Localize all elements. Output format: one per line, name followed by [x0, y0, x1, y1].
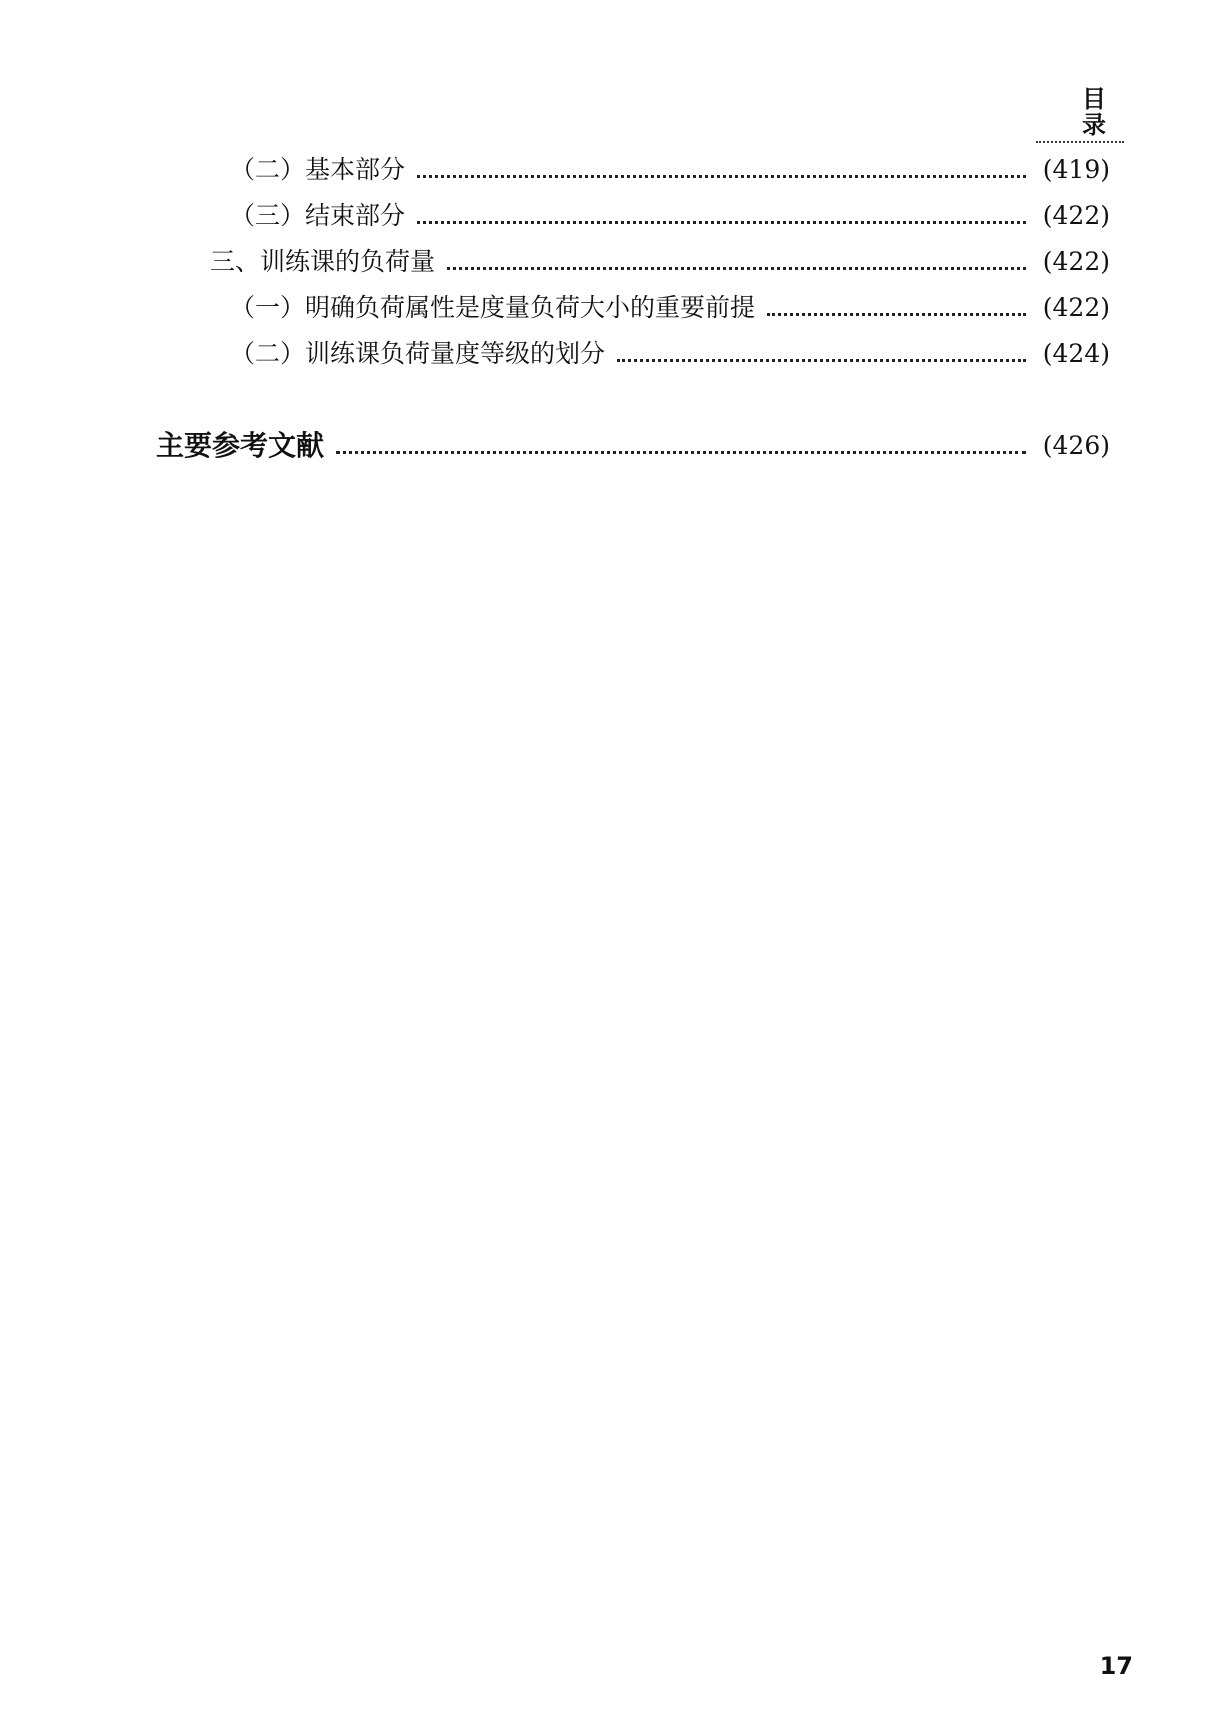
- toc-entry[interactable]: [230, 288, 1110, 328]
- toc-leader: [767, 313, 1026, 316]
- toc-entry[interactable]: [210, 242, 1110, 282]
- running-head-rule: [1036, 141, 1124, 145]
- toc-entry-page: (424): [1042, 339, 1110, 368]
- running-head: [1024, 86, 1124, 145]
- toc-entry-label: 主要参考文献: [156, 429, 325, 462]
- toc-entry[interactable]: [230, 150, 1110, 190]
- toc-leader: [417, 221, 1026, 224]
- toc-leader: [417, 175, 1026, 178]
- toc-entry-label: （三）结束部分: [230, 201, 406, 230]
- toc-leader: [336, 451, 1026, 454]
- toc-leader: [617, 359, 1026, 362]
- page-number: 17: [1099, 1652, 1133, 1680]
- toc-leader: [447, 267, 1026, 270]
- toc-entry[interactable]: [156, 426, 1110, 466]
- toc-entry-label: （二）基本部分: [230, 155, 406, 184]
- toc-entry[interactable]: [230, 196, 1110, 236]
- toc-entry-page: (422): [1042, 247, 1110, 276]
- toc-entry-page: (422): [1042, 201, 1110, 230]
- toc-entry-page: (426): [1042, 431, 1110, 460]
- toc-entry-page: (419): [1042, 155, 1110, 184]
- toc-entry-label: （二）训练课负荷量度等级的划分: [230, 339, 606, 368]
- running-head-title: 目 录: [1082, 84, 1124, 139]
- toc-entry-page: (422): [1042, 293, 1110, 322]
- toc-entry-label: 三、训练课的负荷量: [210, 247, 436, 276]
- toc-entry[interactable]: [230, 334, 1110, 374]
- toc-entry-label: （一）明确负荷属性是度量负荷大小的重要前提: [230, 293, 756, 322]
